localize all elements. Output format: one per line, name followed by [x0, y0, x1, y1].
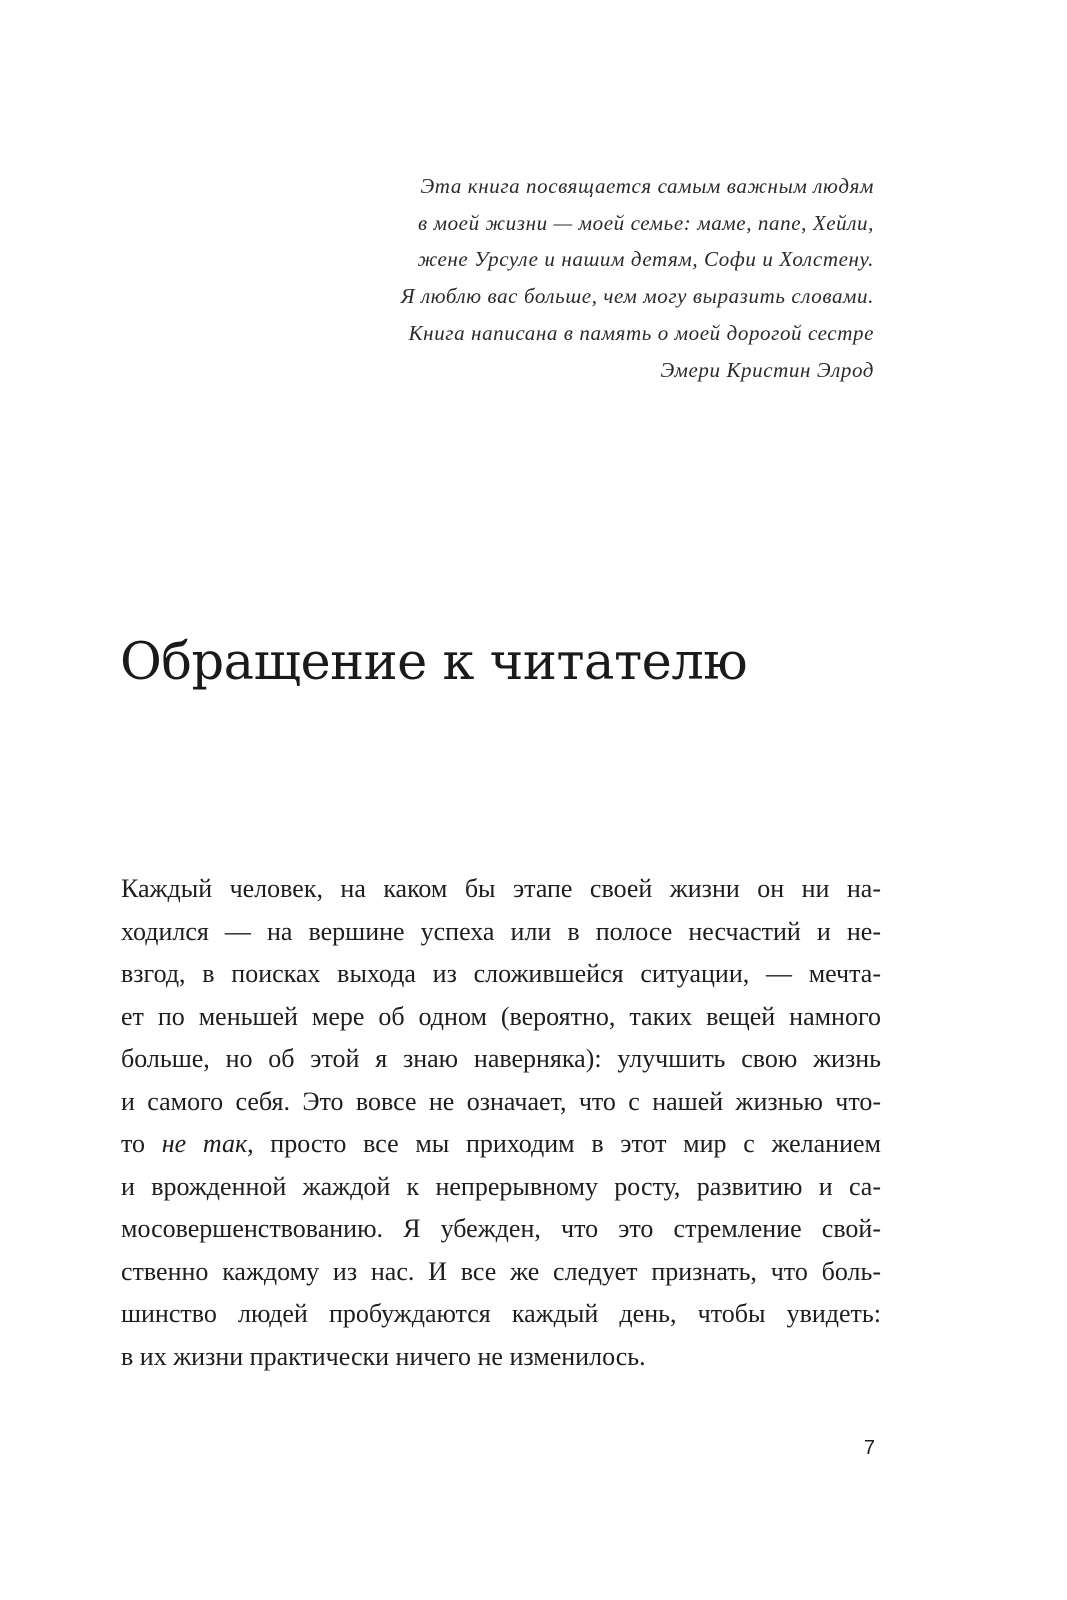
paragraph-line: шинство людей пробуждаются каждый день, чтобы увидеть:	[121, 1299, 881, 1328]
paragraph-line-with-emphasis	[121, 1123, 881, 1166]
paragraph-line: и самого себя. Это вовсе не означает, что с нашей жизнью что-	[121, 1086, 881, 1116]
paragraph-line: Каждый человек, на каком бы этапе своей жизни он ни на-	[121, 874, 881, 903]
paragraph-line: ходился — на вершине успеха или в полосе несчастий и не-	[121, 916, 881, 946]
dedication-line: Книга написана в память о моей дорогой сестре	[408, 320, 874, 345]
dedication-line: Я люблю вас больше, чем могу выразить словами.	[400, 284, 874, 309]
paragraph-line: ственно каждому из нас. И все же следует признать, что боль-	[121, 1256, 881, 1286]
dedication	[254, 168, 874, 388]
chapter-title: Обращение к читателю	[120, 633, 748, 692]
paragraph-line-last: в их жизни практически ничего не изменилось.	[121, 1341, 646, 1371]
dedication-line: в моей жизни — моей семье: маме, папе, Хейли,	[418, 210, 874, 235]
line-text-before: то	[121, 1129, 162, 1158]
body-paragraph	[121, 868, 881, 1378]
page-number: 7	[863, 1437, 875, 1459]
paragraph-line: мосовершенствованию. Я убежден, что это стремление свой-	[121, 1214, 881, 1243]
dedication-line: жене Урсуле и нашим детям, Софи и Холстену.	[417, 247, 874, 272]
paragraph-line: больше, но об этой я знаю наверняка): улучшить свою жизнь	[121, 1044, 881, 1073]
emphasis-text: не так	[161, 1129, 248, 1158]
paragraph-line: взгод, в поисках выхода из сложившейся ситуации, — мечта-	[121, 959, 881, 988]
paragraph-line: и врожденной жаждой к непрерывному росту, развитию и са-	[121, 1171, 881, 1201]
dedication-line: Эта книга посвящается самым важным людям	[420, 174, 874, 198]
line-text-after: , просто все мы приходим в этот мир с желанием	[247, 1129, 881, 1158]
paragraph-line: ет по меньшей мере об одном (вероятно, таких вещей намного	[121, 1001, 881, 1031]
dedication-signature: Эмери Кристин Элрод	[660, 357, 874, 382]
